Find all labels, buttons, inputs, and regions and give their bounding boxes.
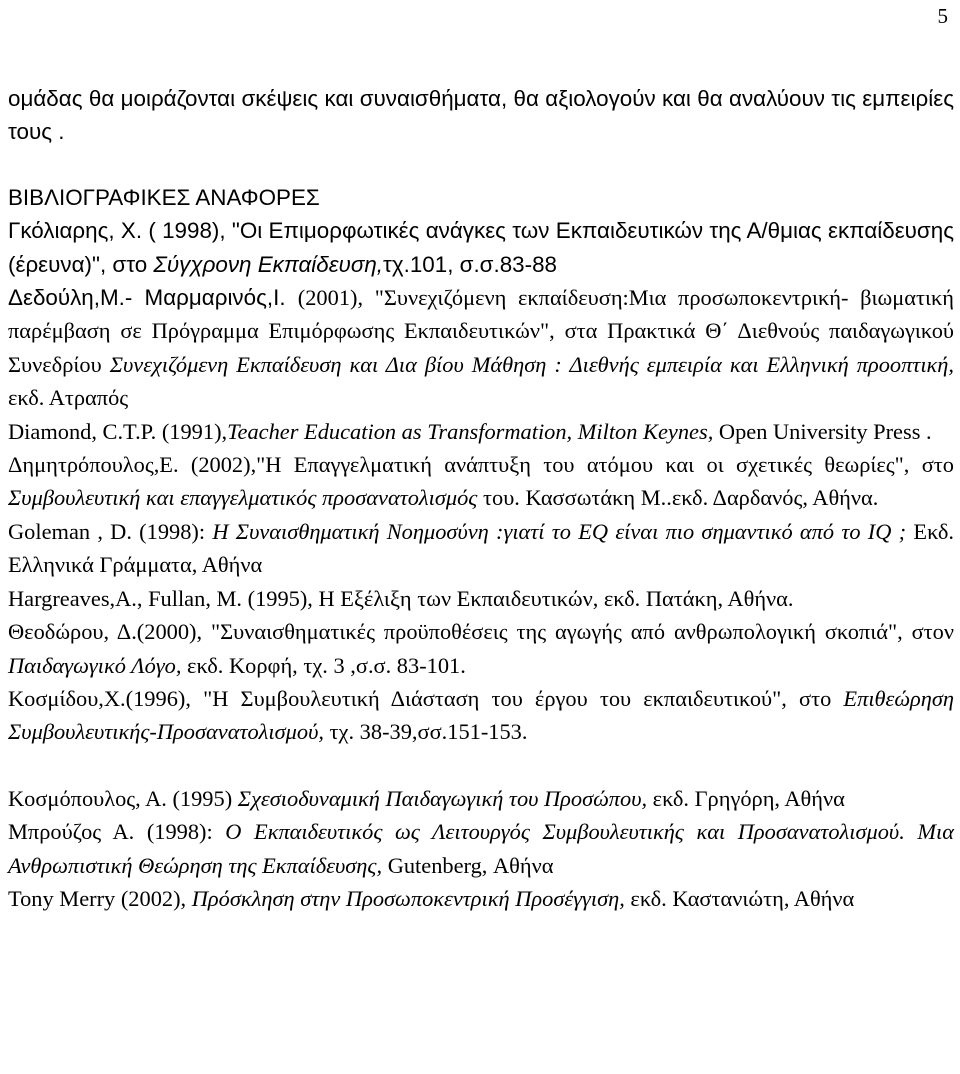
reference-italic: Πρόσκληση στην Προσωποκεντρική Προσέγγιση, [191, 885, 625, 911]
reference-text: τχ.101, σ.σ.83-88 [383, 251, 557, 277]
reference-text: Diamond, C.T.P. (1991), [8, 418, 228, 444]
reference-italic: Η Συναισθηματική Νοημοσύνη :γιατί το EQ είναι πιο σημαντικό από το IQ ; [212, 518, 907, 544]
reference-text: Εκδ. Ελληνικά Γράμματα, Αθήνα [8, 518, 955, 578]
reference-italic: Επιθεώρηση Συμβουλευτικής-Προσανατολισμού, [8, 685, 954, 745]
reference-italic: Παιδαγωγικό Λόγο, [8, 652, 182, 678]
reference-text: (2001), "Συνεχιζόμενη εκπαίδευση:Μια προσωποκεντρική- βιωματική παρέμβαση σε Πρόγραμμα Επιμόρφωσης Εκπαιδευτικών", στα Πρακτικά Θ΄ Διεθνούς παιδαγωγικού Συνεδρίου [8, 285, 954, 377]
reference-text: εκδ. Γρηγόρη, Αθήνα [647, 785, 845, 811]
reference-text: Κοσμίδου,Χ.(1996), "Η Συμβουλευτική Διάσταση του έργου του εκπαιδευτικού", στο [8, 685, 844, 711]
reference-text: Δημητρόπουλος,Ε. (2002),"Η Επαγγελματική ανάπτυξη του ατόμου και οι σχετικές θεωρίες", στο [8, 452, 954, 478]
reference-text: του. Κασσωτάκη Μ..εκδ. Δαρδανός, Αθήνα. [477, 485, 879, 511]
reference-text: Μπρούζος Α. (1998): [8, 819, 226, 845]
references-heading: ΒΙΒΛΙΟΓΡΑΦΙΚΕΣ ΑΝΑΦΟΡΕΣ [8, 184, 320, 210]
reference-text: εκδ. Ατραπός [8, 385, 129, 411]
reference-goleman [8, 515, 954, 582]
document-body [8, 82, 954, 915]
reference-text: Κοσμόπουλος, Α. (1995) [8, 785, 238, 811]
intro-paragraph: ομάδας θα μοιράζονται σκέψεις και συναισθήματα, θα αξιολογούν και θα αναλύουν τις εμπειρίες τους . [8, 86, 954, 145]
reference-text: Gutenberg, Αθήνα [382, 852, 554, 878]
reference-merry [8, 882, 954, 915]
reference-text: εκδ. Κορφή, τχ. 3 ,σ.σ. 83-101. [181, 652, 466, 678]
reference-text: Tony Merry (2002), [8, 885, 192, 911]
reference-dimitropoulos [8, 448, 954, 515]
reference-italic: Συνεχιζόμενη Εκπαίδευση και Δια βίου Μάθηση : Διεθνής εμπειρία και Ελληνική προοπτική, [109, 351, 954, 377]
reference-italic: Σχεσιοδυναμική Παιδαγωγική του Προσώπου, [237, 785, 648, 811]
reference-hargreaves [8, 582, 954, 615]
reference-italic: Συμβουλευτική και επαγγελματικός προσανατολισμός [8, 485, 478, 511]
reference-text: Θεοδώρου, Δ.(2000), "Συναισθηματικές προϋποθέσεις της αγωγής από ανθρωπολογική σκοπιά", στον [8, 619, 954, 645]
reference-kosmopoulos [8, 782, 954, 815]
reference-italic: Ο Εκπαιδευτικός ως Λειτουργός Συμβουλευτικής και Προσανατολισμού. Μια Ανθρωπιστική Θεώρηση της Εκπαίδευσης, [8, 819, 954, 878]
reference-theodorou [8, 615, 954, 682]
reference-brouzos [8, 815, 954, 882]
reference-text: Γκόλιαρης, Χ. ( 1998), "Οι Επιμορφωτικές ανάγκες των Εκπαιδευτικών της Α/θμιας εκπαίδευσης (έρευνα)", στο [8, 218, 954, 277]
reference-text: Open University Press . [713, 418, 932, 444]
reference-gkoliaris [8, 214, 954, 281]
reference-text: Hargreaves,A., Fullan, M. (1995), Η Εξέλιξη των Εκπαιδευτικών, εκδ. Πατάκη, Αθήνα. [8, 585, 794, 611]
reference-text: εκδ. Καστανιώτη, Αθήνα [624, 885, 855, 911]
reference-italic: Σύγχρονη Εκπαίδευση, [153, 251, 384, 277]
reference-dedouli [8, 281, 954, 415]
reference-italic: Teacher Education as Transformation, Milton Keynes, [227, 418, 714, 444]
reference-text: τχ. 38-39,σσ.151-153. [323, 719, 528, 745]
reference-text: Goleman , D. (1998): [8, 518, 213, 544]
reference-text: Δεδούλη,Μ.- Μαρμαρινός,Ι. [8, 285, 298, 311]
page-number: 5 [937, 4, 948, 28]
reference-kosmidou [8, 682, 954, 749]
reference-diamond [8, 415, 954, 448]
